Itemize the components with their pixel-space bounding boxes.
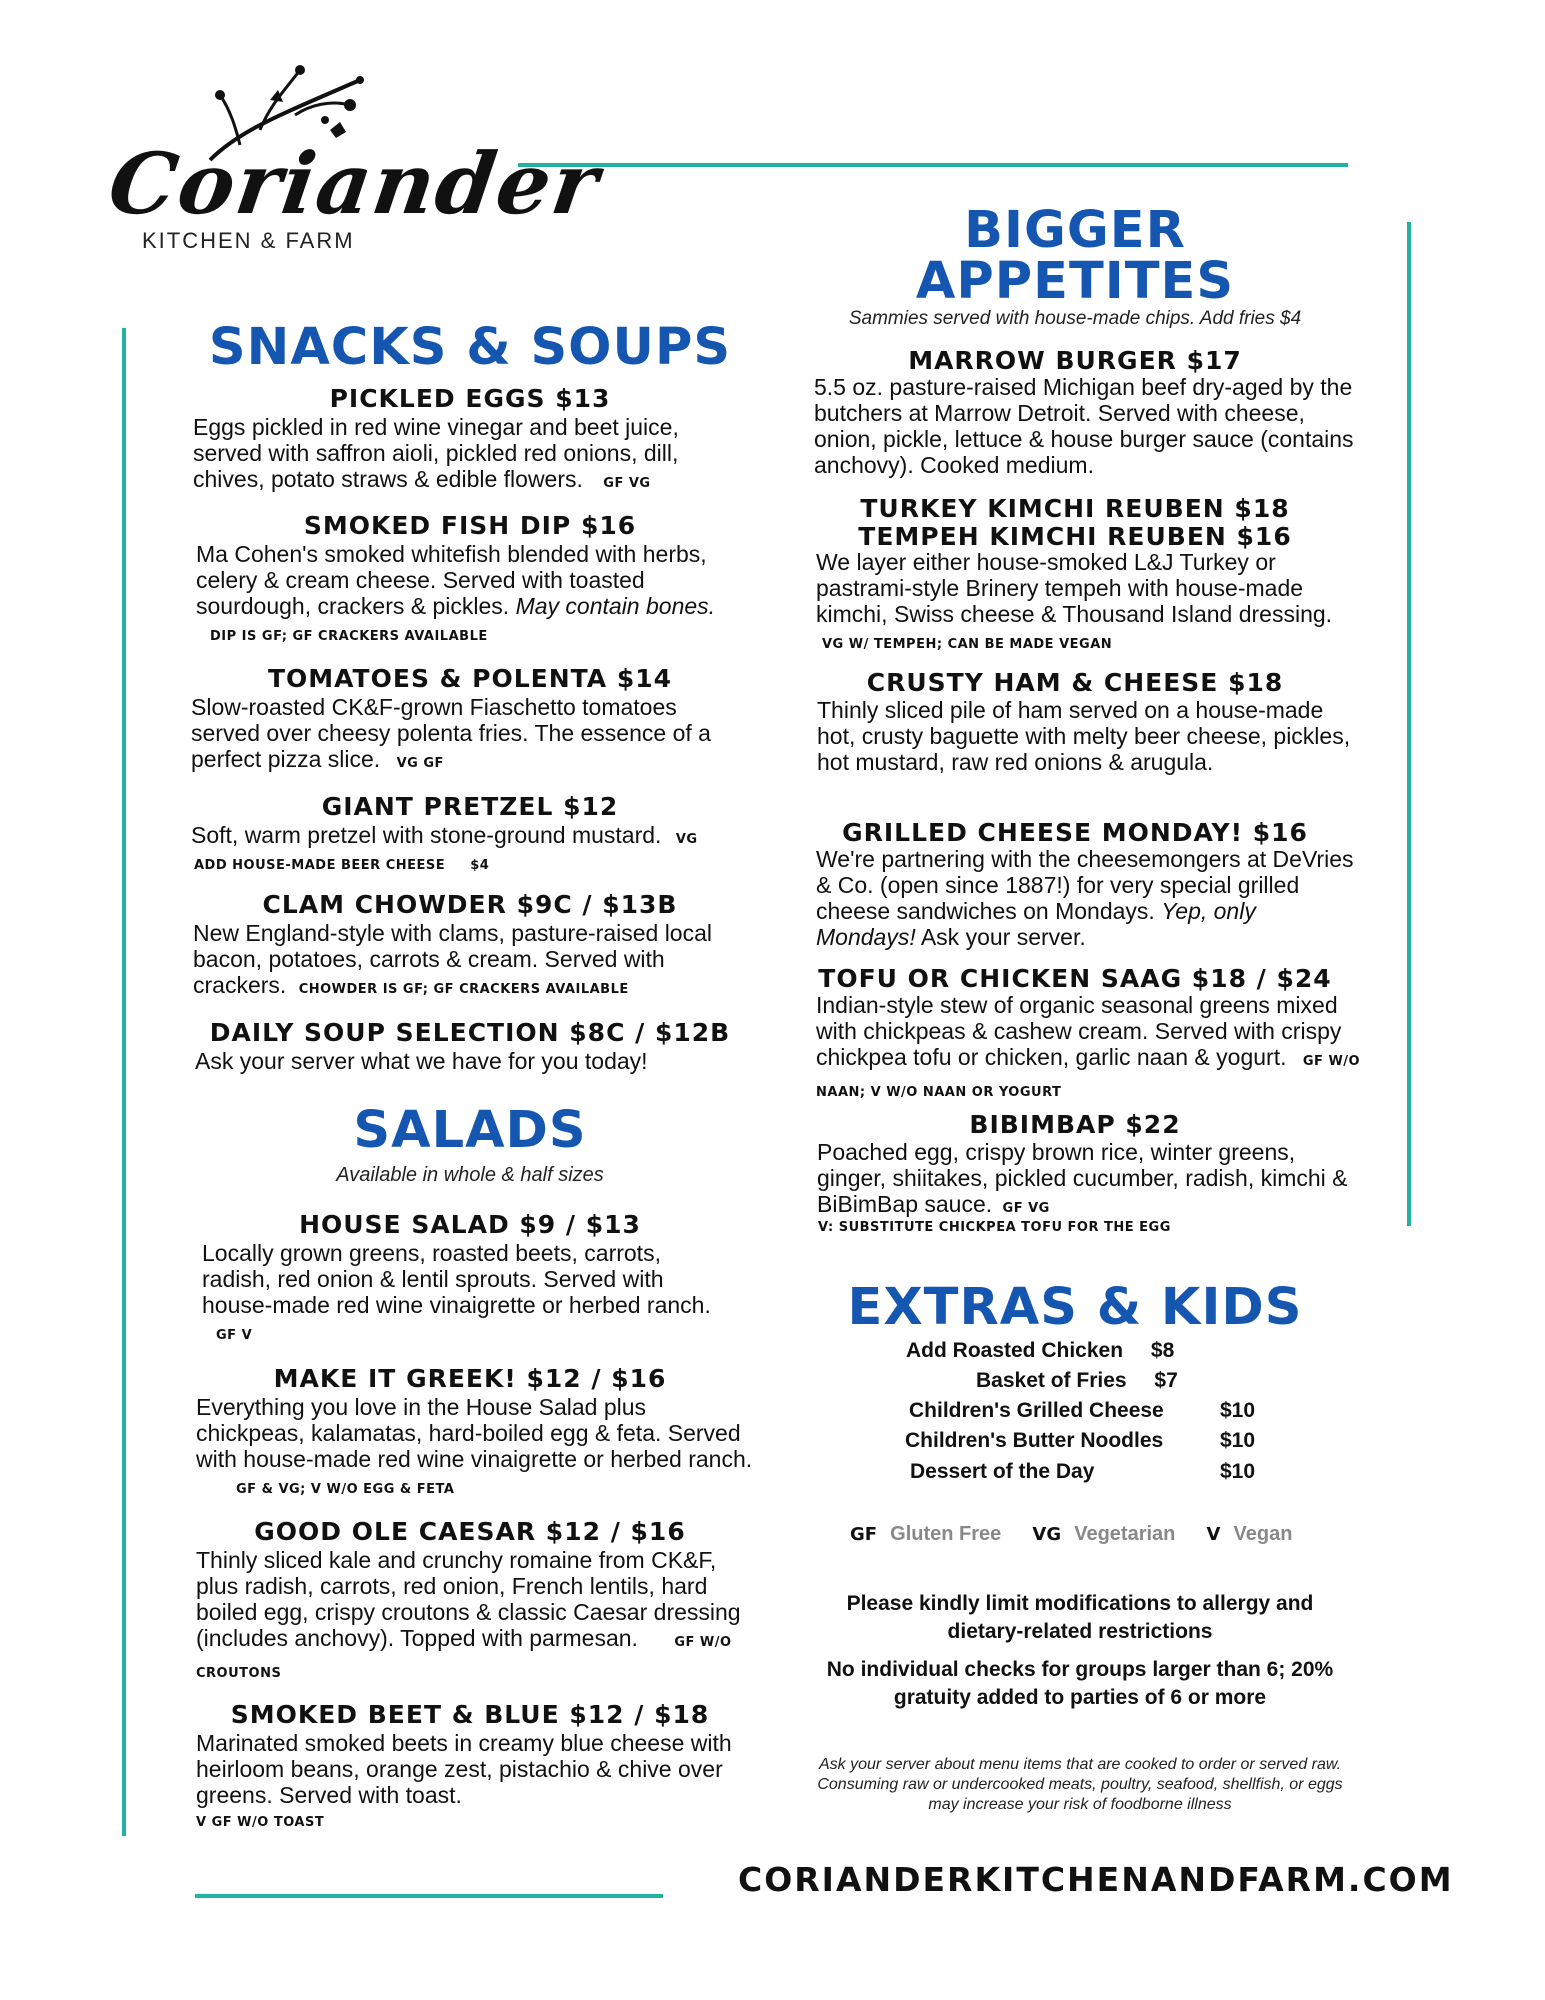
dietary-tag: CHOWDER IS GF; GF CRACKERS AVAILABLE (298, 982, 629, 997)
menu-item-head: MAKE IT GREEK! $12 / $16 (273, 1364, 667, 1393)
dietary-tag: GF VG (1002, 1201, 1050, 1216)
menu-item-desc (191, 822, 761, 853)
dietary-tag: GF & VG; V W/O EGG & FETA (236, 1482, 455, 1497)
desc-text: We layer either house-smoked L&J Turkey or pastrami-style Brinery tempeh with house-made kimchi, Swiss cheese & Thousand Island dressing. (816, 549, 1333, 627)
add-on-note: ADD HOUSE-MADE BEER CHEESE $4 (194, 858, 490, 873)
menu-item-desc (193, 414, 753, 497)
menu-item-head: SMOKED FISH DIP $16 (303, 511, 637, 540)
dietary-tag: GF W/O CROUTONS (196, 1635, 732, 1681)
menu-item-head: DAILY SOUP SELECTION $8C / $12B (209, 1018, 731, 1047)
section-title-snacks: SNACKS & SOUPS (208, 318, 732, 377)
menu-item-desc (196, 1394, 756, 1503)
extras-price: $10 (1220, 1460, 1256, 1483)
dietary-legend (850, 1523, 1292, 1546)
modifications-notice: Please kindly limit modifications to allergy and dietary-related restrictions (846, 1592, 1314, 1643)
menu-item-desc (196, 1547, 756, 1687)
menu-item-head: CRUSTY HAM & CHEESE $18 (866, 668, 1284, 697)
top-rule (518, 163, 1348, 167)
menu-item-desc (191, 694, 751, 777)
menu-item-desc: Marinated smoked beets in creamy blue cheese with heirloom beans, orange zest, pistachio & chive over greens. Served with toast. (196, 1730, 732, 1808)
extras-label: Children's Grilled Cheese (909, 1399, 1164, 1422)
menu-item-head: PICKLED EGGS $13 (329, 384, 611, 413)
menu-item-desc (816, 846, 1356, 950)
menu-item-desc (816, 549, 1356, 658)
raw-food-disclaimer: Ask your server about menu items that are cooked to order or served raw. Consuming raw or undercooked meats, poultry, seafood, shellfish, or eggs may increase your risk of foodborne illness (817, 1756, 1343, 1813)
desc-text: New England-style with clams, pasture-raised local bacon, potatoes, carrots & cream. Served with crackers. (193, 920, 712, 998)
menu-item-desc (196, 541, 756, 650)
menu-item-head: HOUSE SALAD $9 / $13 (299, 1210, 641, 1239)
extras-label: Children's Butter Noodles (905, 1429, 1164, 1452)
menu-item-head: SMOKED BEET & BLUE $12 / $18 (230, 1700, 710, 1729)
menu-item-desc (193, 920, 753, 1003)
dietary-tag: VG (675, 832, 698, 847)
logo-subtitle: KITCHEN & FARM (142, 228, 355, 253)
menu-item-head: TOMATOES & POLENTA $14 (267, 664, 673, 693)
desc-text: Soft, warm pretzel with stone-ground mustard. (191, 822, 662, 848)
menu-item-head: GOOD OLE CAESAR $12 / $16 (254, 1517, 686, 1546)
group-checks-notice: No individual checks for groups larger than 6; 20% gratuity added to parties of 6 or more (826, 1658, 1334, 1709)
menu-item-head: GIANT PRETZEL $12 (321, 792, 619, 821)
logo-wordmark: Coriander (103, 134, 606, 233)
extras-label: Basket of Fries (976, 1369, 1127, 1392)
dietary-tag: DIP IS GF; GF CRACKERS AVAILABLE (210, 629, 488, 644)
dietary-tag: GF V (216, 1328, 253, 1343)
desc-italic: May contain bones. (515, 593, 716, 619)
desc-text: Everything you love in the House Salad plus chickpeas, kalamatas, hard-boiled egg & feta. Served with house-made red wine vinaigrette or herbed ranch. (196, 1394, 753, 1472)
left-rule (122, 328, 126, 1836)
desc-after: Ask your server. (920, 924, 1086, 950)
menu-item-head: MARROW BURGER $17 (908, 346, 1242, 375)
desc-text: Eggs pickled in red wine vinegar and beet juice, served with saffron aioli, pickled red onions, dill, chives, potato straws & edible flowers. (193, 414, 679, 492)
extras-row (906, 1339, 1174, 1363)
extras-price: $8 (1150, 1339, 1175, 1362)
menu-item-head: CLAM CHOWDER $9C / $13B (262, 890, 678, 919)
extras-row (905, 1429, 1163, 1453)
menu-item-head: TOFU OR CHICKEN SAAG $18 / $24 (818, 964, 1332, 993)
dietary-tag: VG W/ TEMPEH; CAN BE MADE VEGAN (822, 637, 1113, 652)
legend-key: V (1206, 1524, 1221, 1545)
add-on-note: V: SUBSTITUTE CHICKPEA TOFU FOR THE EGG (818, 1220, 1171, 1235)
extras-row (976, 1369, 1178, 1393)
right-rule (1407, 222, 1411, 1226)
dietary-tag: VG GF (396, 756, 444, 771)
dietary-tag: V GF W/O TOAST (196, 1815, 325, 1830)
dietary-tag: GF W/O NAAN; V W/O NAAN OR YOGURT (816, 1054, 1361, 1100)
dietary-tag: GF VG (603, 476, 651, 491)
menu-item-desc: Thinly sliced pile of ham served on a house-made hot, crusty baguette with melty beer cheese, pickles, hot mustard, raw red onions & arugula. (817, 697, 1351, 775)
menu-item-desc (202, 1240, 722, 1349)
desc-text: Ma Cohen's smoked whitefish blended with herbs, celery & cream cheese. Served with toasted sourdough, crackers & pickles. (196, 541, 707, 619)
menu-item-desc: 5.5 oz. pasture-raised Michigan beef dry-aged by the butchers at Marrow Detroit. Served with cheese, onion, pickle, lettuce & house burger sauce (contains anchovy). Cooked medium. (814, 374, 1354, 478)
desc-text: Thinly sliced kale and crunchy romaine from CK&F, plus radish, carrots, red onion, French lentils, hard boiled egg, crispy croutons & classic Caesar dressing (includes anchovy). Topped with parmesan. (196, 1547, 741, 1651)
bottom-rule (195, 1894, 663, 1898)
extras-price: $7 (1154, 1369, 1178, 1392)
desc-text: Indian-style stew of organic seasonal greens mixed with chickpeas & cashew cream. Served with crispy chickpea tofu or chicken, garlic naan & yogurt. (816, 992, 1342, 1070)
legend-key: GF (850, 1524, 878, 1545)
menu-item-head: BIBIMBAP $22 (969, 1110, 1181, 1139)
menu-item-head: TURKEY KIMCHI REUBEN $18 (860, 494, 1290, 523)
title-line-2: APPETITES (915, 252, 1235, 311)
logo (103, 60, 606, 260)
title-line-1: BIGGER (964, 201, 1186, 260)
menu-item-desc (816, 992, 1364, 1106)
extras-price: $10 (1220, 1429, 1256, 1452)
desc-text: Slow-roasted CK&F-grown Fiaschetto tomatoes served over cheesy polenta fries. The essence of a perfect pizza slice. (191, 694, 711, 772)
section-title-extras: EXTRAS & KIDS (847, 1278, 1303, 1337)
extras-price: $10 (1220, 1399, 1256, 1422)
desc-text: We're partnering with the cheesemongers at DeVries & Co. (open since 1887!) for very special grilled cheese sandwiches on Mondays. (816, 846, 1354, 924)
legend-label: Vegetarian (1074, 1523, 1176, 1545)
extras-label: Add Roasted Chicken (906, 1339, 1124, 1362)
desc-italic: Yep, only Mondays! (816, 898, 1256, 950)
menu-item-desc (817, 1139, 1357, 1222)
website-url[interactable]: CORIANDERKITCHENANDFARM.COM (738, 1860, 1454, 1899)
menu-item-desc: Ask your server what we have for you today! (195, 1048, 648, 1074)
extras-row (910, 1460, 1094, 1484)
legend-label: Gluten Free (890, 1523, 1002, 1545)
legend-key: VG (1032, 1524, 1062, 1545)
desc-text: Locally grown greens, roasted beets, carrots, radish, red onion & lentil sprouts. Served with house-made red wine vinaigrette or herbed ranch. (202, 1240, 711, 1318)
extras-row (909, 1399, 1164, 1423)
desc-text: Poached egg, crispy brown rice, winter greens, ginger, shiitakes, pickled cucumber, radish, kimchi & BiBimBap sauce. (817, 1139, 1348, 1217)
section-subtitle-bigger: Sammies served with house-made chips. Add fries $4 (848, 308, 1302, 329)
section-subtitle-salads: Available in whole & half sizes (336, 1164, 604, 1186)
legend-label: Vegan (1233, 1523, 1293, 1545)
menu-item-head: TEMPEH KIMCHI REUBEN $16 (858, 522, 1292, 551)
extras-label: Dessert of the Day (910, 1460, 1095, 1483)
section-title-salads: SALADS (353, 1101, 587, 1160)
menu-item-head: GRILLED CHEESE MONDAY! $16 (842, 818, 1308, 847)
section-title-bigger (790, 201, 1360, 311)
